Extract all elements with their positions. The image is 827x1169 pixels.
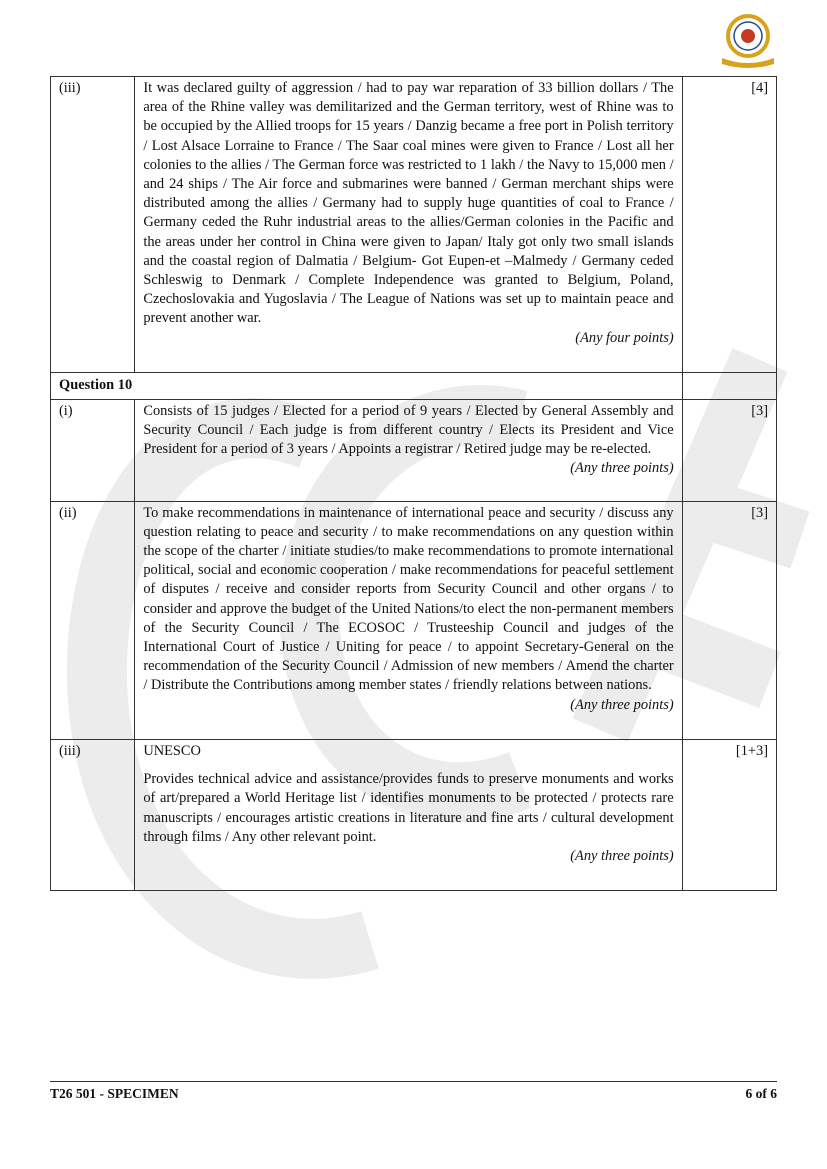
question-heading-row [51, 372, 777, 399]
answer-note: (Any three points) [570, 460, 674, 477]
footer-paper-code: T26 501 - SPECIMEN [50, 1086, 179, 1101]
marks: [4] [682, 77, 776, 373]
question-heading: Question 10 [51, 372, 683, 399]
answer-cell [135, 77, 682, 373]
answer-text: It was declared guilty of aggression / had to pay war reparation of 33 billion dollars / The area of the Rhine valley was demilitarized and the German territory, west of Rhine was to be occupied by the Allied troops for 15 years / Danzig became a free port in Polish territory / Lost Alsace Lorraine to France / The Saar coal mines were given to France / Lost all her colonies to the allies / The German force was restricted to 1 lakh / the Navy to 15,000 men / and 24 ships / The Air force and submarines were banned / German merchant ships were distributed among the allies / Germany had to supply huge quantities of coal to France / Germany ceded the Ruhr industrial areas to the allies/German colonies in the Pacific and the areas under her control in China were given to Japan/ Italy got only two small islands and the coastal region of Dalmatia / Belgium- Got Eupen-et –Malmedy / Germany ceded Schleswig to Denmark / Complete Independence was granted to Belgium, Poland, Czechoslovakia and Yugoslavia / The League of Nations was set up to maintain peace and prevent another war. [143, 80, 674, 327]
answer-cell [135, 739, 682, 890]
marks: [3] [682, 501, 776, 739]
item-number: (iii) [51, 739, 135, 890]
answer-table [50, 76, 777, 891]
answer-cell [135, 501, 682, 739]
item-number: (ii) [51, 501, 135, 739]
answer-row [51, 739, 777, 890]
item-number: (i) [51, 399, 135, 501]
footer-divider [50, 1081, 777, 1082]
answer-heading: UNESCO [143, 742, 201, 759]
answer-row [51, 501, 777, 739]
answer-note: (Any three points) [570, 847, 674, 864]
answer-row [51, 77, 777, 373]
answer-note: (Any four points) [575, 329, 674, 346]
answer-row [51, 399, 777, 501]
answer-note: (Any three points) [570, 696, 674, 713]
answer-cell [135, 399, 682, 501]
footer-page-number: 6 of 6 [745, 1086, 777, 1101]
marks: [1+3] [682, 739, 776, 890]
answer-text: To make recommendations in maintenance of international peace and security / discuss any question relating to peace and security / to make recommendations on any question within the scope of the charter / initiate studies/to make recommendations to promote international political, social and economic cooperation / make recommendations for peaceful settlement of disputes / receive and consider reports from Security Council and other organs / to consider and approve the budget of the United Nations/to elect the non-permanent members of the Security Council / The ECOSOC / Trusteeship Council and judges of the International Court of Justice / Uniting for peace / to appoint Secretary-General on the recommendation of the Security Council / Admission of new members / Amend the charter / Distribute the Contributions among member states / friendly relations between nations. [143, 504, 674, 694]
answer-text: Consists of 15 judges / Elected for a period of 9 years / Elected by General Assembly and Security Council / Each judge is from different country / Elects its President and Vice President for a period of 3 years / Appoints a registrar / Retired judge may be re-elected. [143, 402, 674, 458]
answer-text: Provides technical advice and assistance/provides funds to preserve monuments and works of art/prepared a World Heritage list / identifies monuments to be protected / protects rare manuscripts / encourages artistic creations in literature and fine arts / cultural development through films / Any other relevant point. [143, 771, 674, 845]
cisce-logo-icon [718, 12, 778, 70]
item-number: (iii) [51, 77, 135, 373]
marks: [3] [682, 399, 776, 501]
